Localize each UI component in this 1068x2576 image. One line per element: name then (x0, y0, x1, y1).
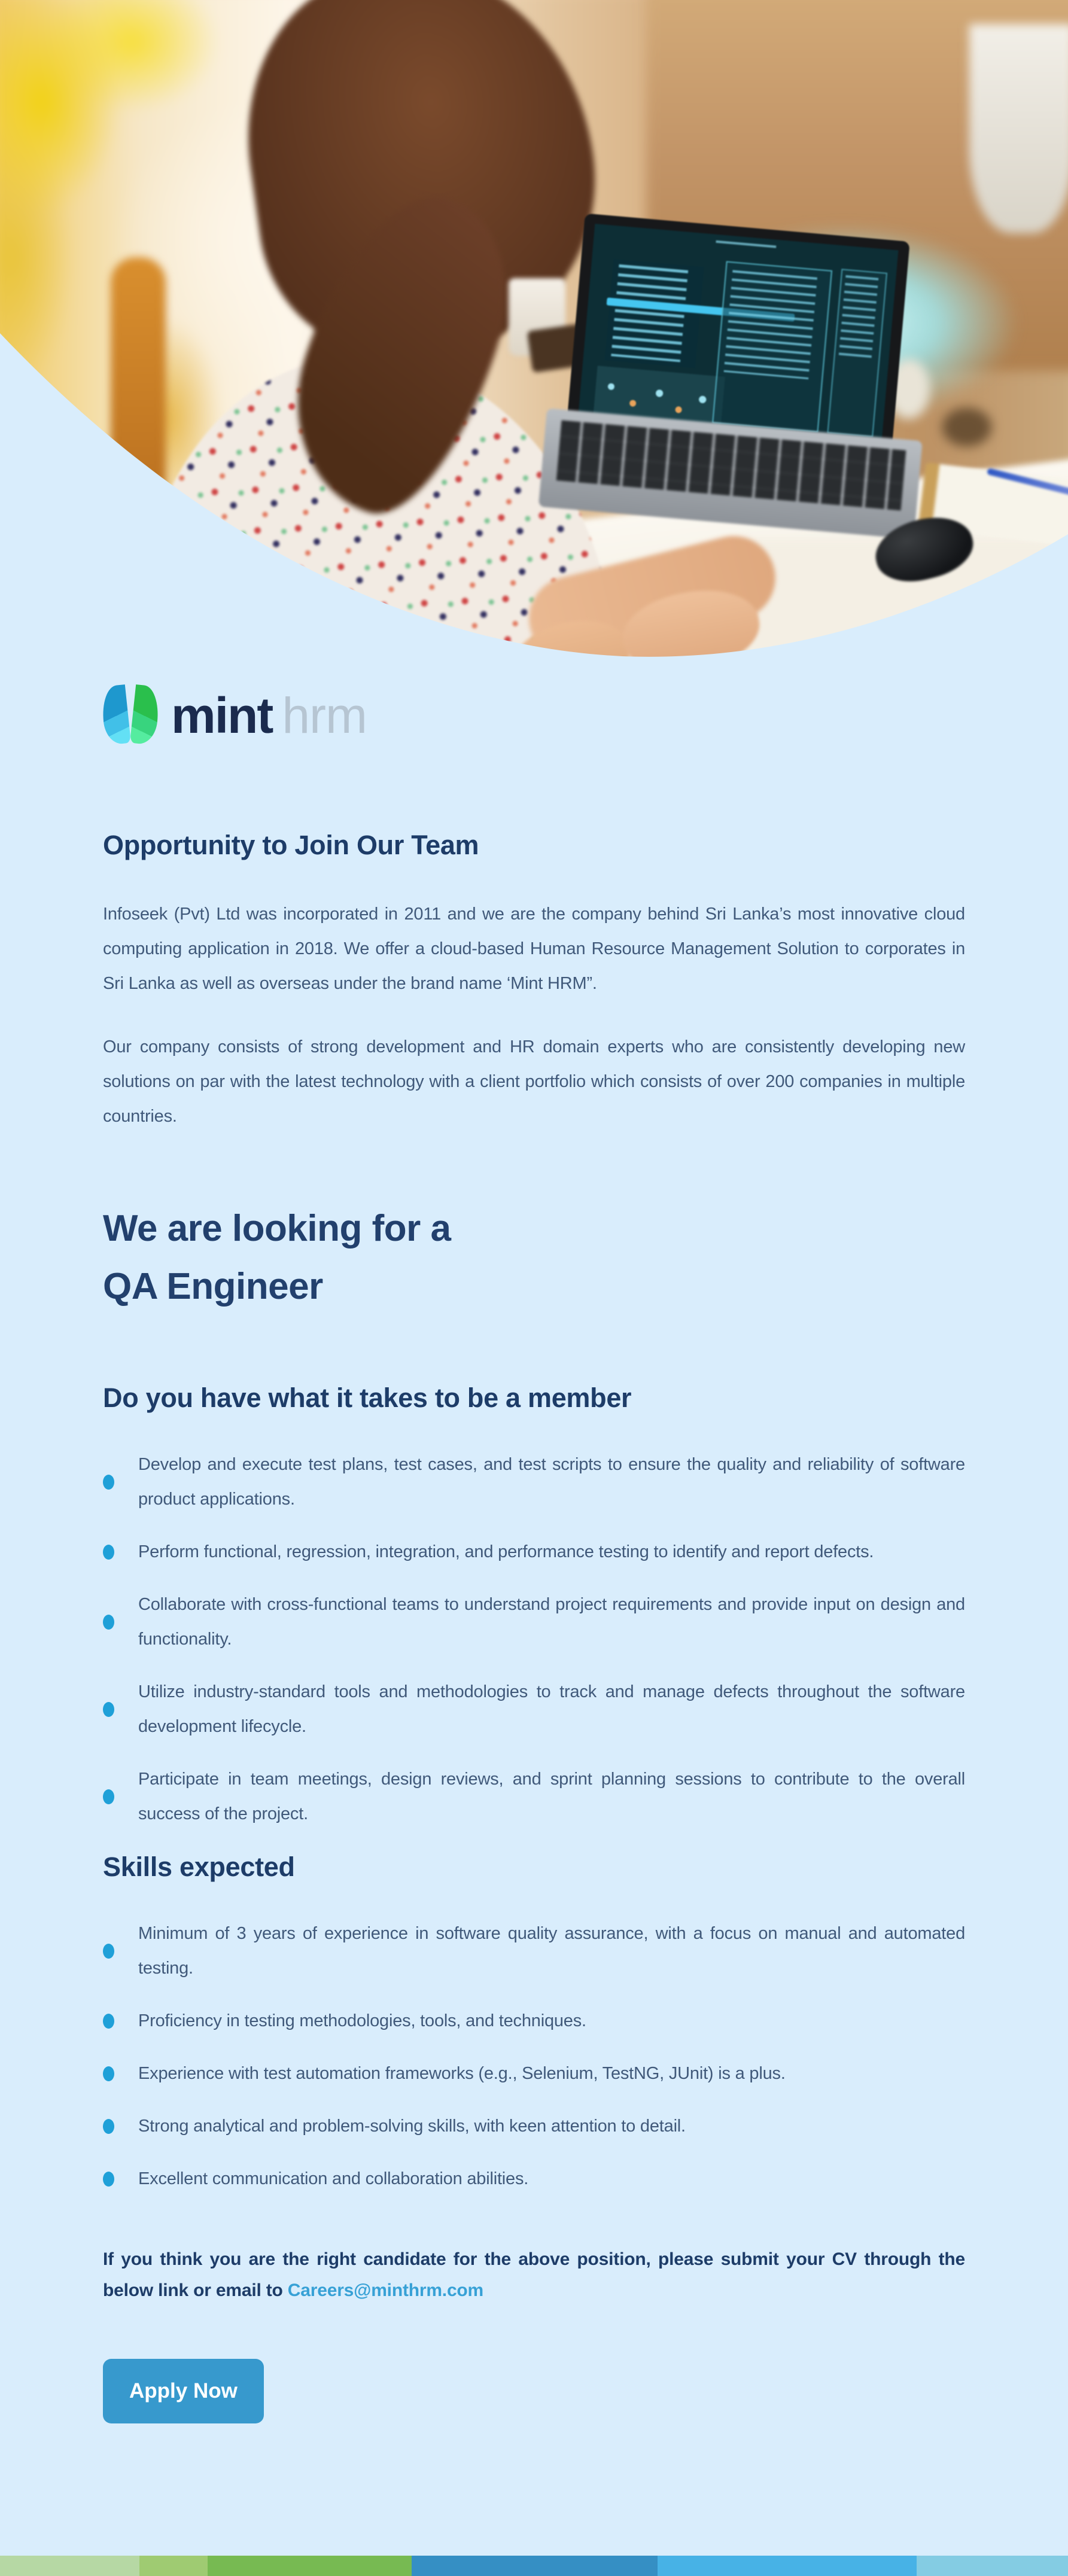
footer-stripe (0, 2556, 1068, 2576)
list-item (103, 2161, 965, 2196)
list-item-text: Perform functional, regression, integration, and performance testing to identify and report defects. (138, 1542, 874, 1561)
bullet-icon (103, 1545, 114, 1560)
position-heading-line2: QA Engineer (103, 1266, 323, 1307)
footer-stripe-segment (412, 2556, 658, 2576)
brand-logo (103, 685, 965, 746)
bullet-icon (103, 2066, 114, 2081)
footer-stripe-segment (208, 2556, 412, 2576)
intro-heading: Opportunity to Join Our Team (103, 830, 479, 860)
logo-leaf-blue (100, 684, 131, 745)
logo-leaf-green (130, 684, 161, 745)
list-item (103, 2056, 965, 2091)
cta-text-body: If you think you are the right candidate for the above position, please submit your CV through the below link or email to (103, 2249, 965, 2300)
list-item-text: Participate in team meetings, design reviews, and sprint planning sessions to contribute to the overall success of the project. (138, 1770, 965, 1823)
footer-stripe-segment (917, 2556, 1068, 2576)
requirements-heading: Do you have what it takes to be a member (103, 1383, 632, 1413)
footer-stripe-segment (0, 2556, 139, 2576)
position-heading-line1: We are looking for a (103, 1208, 451, 1249)
bullet-icon (103, 2119, 114, 2134)
bullet-icon (103, 1944, 114, 1959)
careers-email-link[interactable]: Careers@minthrm.com (287, 2280, 484, 2300)
list-item (103, 1916, 965, 1986)
requirements-list (103, 1447, 965, 1831)
apply-now-button[interactable]: Apply Now (103, 2359, 264, 2423)
skills-list (103, 1916, 965, 2196)
list-item (103, 1762, 965, 1831)
bullet-icon (103, 1475, 114, 1490)
brand-name-primary: mint (171, 687, 273, 744)
brand-name-secondary: hrm (282, 687, 367, 744)
list-item (103, 2003, 965, 2038)
list-item (103, 1447, 965, 1517)
list-item-text: Strong analytical and problem-solving skills, with keen attention to detail. (138, 2117, 686, 2136)
page-content (0, 685, 1068, 2423)
footer-stripe-segment (139, 2556, 208, 2576)
list-item-text: Experience with test automation frameworks (e.g., Selenium, TestNG, JUnit) is a plus. (138, 2064, 786, 2083)
list-item (103, 1674, 965, 1744)
list-item (103, 2109, 965, 2143)
footer-stripe-segment (658, 2556, 917, 2576)
mint-butterfly-icon (103, 686, 158, 745)
bullet-icon (103, 1789, 114, 1804)
hero-photo (0, 0, 1068, 658)
list-item (103, 1534, 965, 1569)
list-item-text: Minimum of 3 years of experience in software quality assurance, with a focus on manual and automated testing. (138, 1924, 965, 1978)
list-item-text: Develop and execute test plans, test cases, and test scripts to ensure the quality and reliability of software product applications. (138, 1455, 965, 1509)
list-item-text: Proficiency in testing methodologies, tools, and techniques. (138, 2011, 586, 2030)
list-item-text: Collaborate with cross-functional teams to understand project requirements and provide input on design and functionality. (138, 1595, 965, 1649)
bullet-icon (103, 2172, 114, 2187)
bullet-icon (103, 2014, 114, 2029)
list-item-text: Excellent communication and collaboration abilities. (138, 2169, 529, 2188)
bullet-icon (103, 1702, 114, 1717)
list-item-text: Utilize industry-standard tools and methodologies to track and manage defects throughout the software development lifecycle. (138, 1682, 965, 1736)
intro-paragraph-2: Our company consists of strong development and HR domain experts who are consistently developing new solutions on par with the latest technology with a client portfolio which consists of over 200 companies in multiple countries. (103, 1037, 965, 1126)
curved-photo-mask (0, 0, 1068, 658)
bullet-icon (103, 1615, 114, 1630)
position-heading (103, 1199, 965, 1316)
intro-paragraph-1: Infoseek (Pvt) Ltd was incorporated in 2011 and we are the company behind Sri Lanka’s most innovative cloud computing application in 2018. We offer a cloud-based Human Resource Management Solution to corporates in Sri Lanka as well as overseas under the brand name ‘Mint HRM”. (103, 905, 965, 993)
skills-heading: Skills expected (103, 1852, 295, 1882)
list-item (103, 1587, 965, 1657)
cta-text (103, 2244, 965, 2306)
